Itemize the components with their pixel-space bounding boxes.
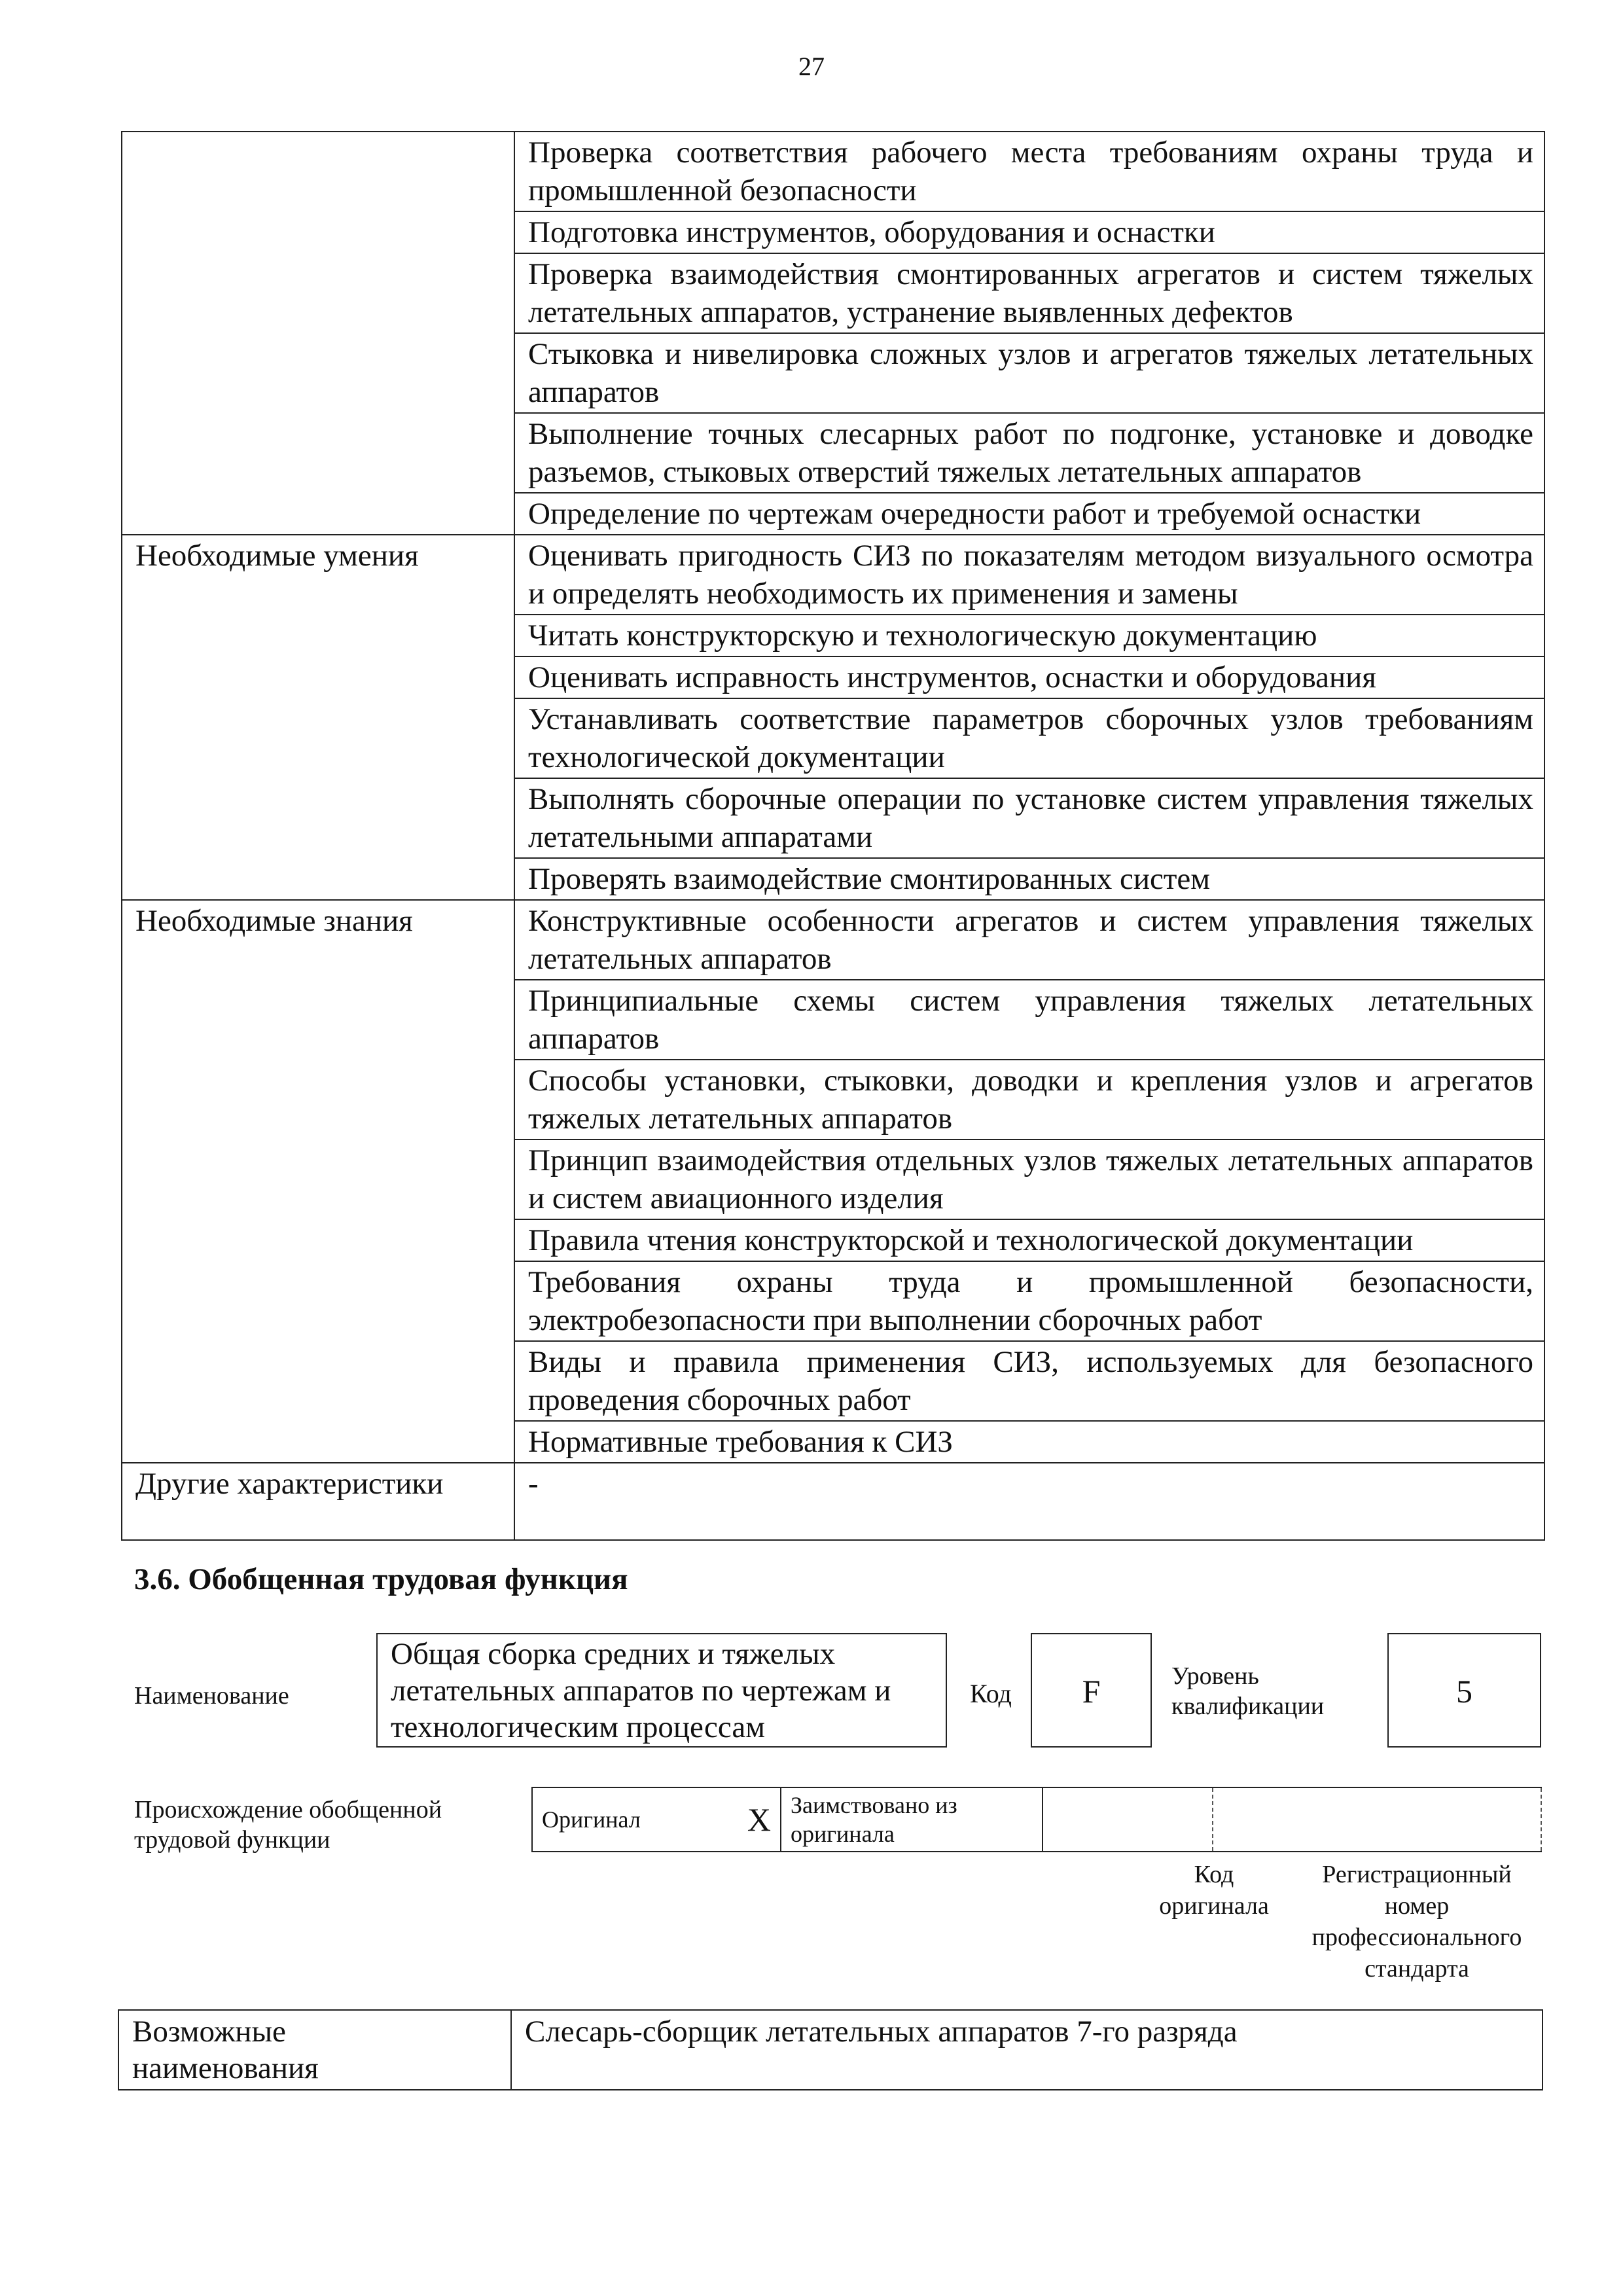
borrowed-label-line2: оригинала — [791, 1821, 895, 1847]
registration-caption-line1: Регистрационный — [1322, 1861, 1512, 1888]
name-label: Наименование — [134, 1682, 289, 1710]
original-code-caption — [1135, 1859, 1293, 1922]
table-row — [532, 1787, 1541, 1852]
page-number: 27 — [798, 52, 825, 81]
origin-table — [531, 1787, 1542, 1852]
borrowed-label-line1: Заимствовано из — [791, 1792, 957, 1818]
code-value-box: F — [1031, 1633, 1152, 1748]
skill-item: Читать конструкторскую и технологическую документацию — [514, 615, 1544, 656]
qualification-level-box: 5 — [1387, 1633, 1541, 1748]
skill-item: Оценивать пригодность СИЗ по показателям методом визуального осмотра и определять необходимость их применения и замены — [514, 535, 1544, 615]
section-heading: 3.6. Обобщенная трудовая функция — [134, 1562, 628, 1596]
skill-item: Оценивать исправность инструментов, оснастки и оборудования — [514, 656, 1544, 698]
registration-caption-line2: номер — [1384, 1892, 1450, 1920]
action-item: Подготовка инструментов, оборудования и оснастки — [514, 211, 1544, 253]
skills-label: Необходимые умения — [122, 535, 514, 900]
original-code-caption-line2: оригинала — [1159, 1892, 1269, 1920]
skill-item: Устанавливать соответствие параметров сборочных узлов требованиям технологической документации — [514, 698, 1544, 778]
qualification-level-label-line1: Уровень — [1171, 1662, 1259, 1690]
knowledge-item: Требования охраны труда и промышленной безопасности, электробезопасности при выполнении сборочных работ — [514, 1261, 1544, 1341]
knowledge-item: Конструктивные особенности агрегатов и систем управления тяжелых летательных аппаратов — [514, 900, 1544, 980]
origin-label — [134, 1795, 442, 1855]
knowledge-item: Нормативные требования к СИЗ — [514, 1421, 1544, 1463]
original-cell — [532, 1787, 781, 1852]
actions-label-cell — [122, 132, 514, 535]
action-item: Стыковка и нивелировка сложных узлов и агрегатов тяжелых летательных аппаратов — [514, 333, 1544, 413]
skill-item: Выполнять сборочные операции по установке систем управления тяжелых летательными аппаратами — [514, 778, 1544, 858]
skill-item: Проверять взаимодействие смонтированных систем — [514, 858, 1544, 900]
table-row — [122, 900, 1544, 980]
action-item: Проверка соответствия рабочего места требованиям охраны труда и промышленной безопасности — [514, 132, 1544, 211]
possible-names-table — [118, 2009, 1543, 2090]
registration-number-cell — [1213, 1787, 1541, 1852]
code-label: Код — [970, 1679, 1012, 1708]
table-row — [118, 2010, 1543, 2090]
original-code-caption-line1: Код — [1194, 1861, 1234, 1888]
knowledge-item: Способы установки, стыковки, доводки и крепления узлов и агрегатов тяжелых летательных аппаратов — [514, 1060, 1544, 1139]
function-name-box: Общая сборка средних и тяжелых летательных аппаратов по чертежам и технологическим процессам — [376, 1633, 947, 1748]
registration-number-caption — [1293, 1859, 1541, 1984]
action-item: Выполнение точных слесарных работ по подгонке, установке и доводке разъемов, стыковых отверстий тяжелых летательных аппаратов — [514, 413, 1544, 493]
original-mark: X — [747, 1801, 771, 1838]
qualification-level-label — [1171, 1661, 1324, 1721]
possible-names-label — [118, 2010, 511, 2090]
origin-label-line1: Происхождение обобщенной — [134, 1796, 442, 1823]
original-label: Оригинал — [542, 1806, 641, 1833]
original-code-cell — [1043, 1787, 1213, 1852]
other-characteristics-value: - — [514, 1463, 1544, 1540]
action-item: Определение по чертежам очередности работ и требуемой оснастки — [514, 493, 1544, 535]
knowledge-item: Виды и правила применения СИЗ, используемых для безопасного проведения сборочных работ — [514, 1341, 1544, 1421]
registration-caption-line3: профессионального — [1311, 1924, 1522, 1951]
knowledge-item: Принципиальные схемы систем управления тяжелых летательных аппаратов — [514, 980, 1544, 1060]
other-characteristics-label: Другие характеристики — [122, 1463, 514, 1540]
possible-names-label-line1: Возможные — [132, 2015, 286, 2049]
table-row — [122, 535, 1544, 615]
table-row — [122, 132, 1544, 211]
possible-names-label-line2: наименования — [132, 2051, 319, 2085]
knowledge-item: Принцип взаимодействия отдельных узлов тяжелых летательных аппаратов и систем авиационного изделия — [514, 1139, 1544, 1219]
action-item: Проверка взаимодействия смонтированных агрегатов и систем тяжелых летательных аппаратов, устранение выявленных дефектов — [514, 253, 1544, 333]
knowledge-item: Правила чтения конструкторской и технологической документации — [514, 1219, 1544, 1261]
origin-label-line2: трудовой функции — [134, 1826, 330, 1854]
requirements-table — [121, 131, 1545, 1541]
knowledge-label: Необходимые знания — [122, 900, 514, 1463]
table-row — [122, 1463, 1544, 1540]
registration-caption-line4: стандарта — [1364, 1955, 1469, 1982]
possible-names-value: Слесарь-сборщик летательных аппаратов 7-го разряда — [511, 2010, 1543, 2090]
qualification-level-label-line2: квалификации — [1171, 1693, 1325, 1720]
borrowed-cell — [781, 1787, 1043, 1852]
